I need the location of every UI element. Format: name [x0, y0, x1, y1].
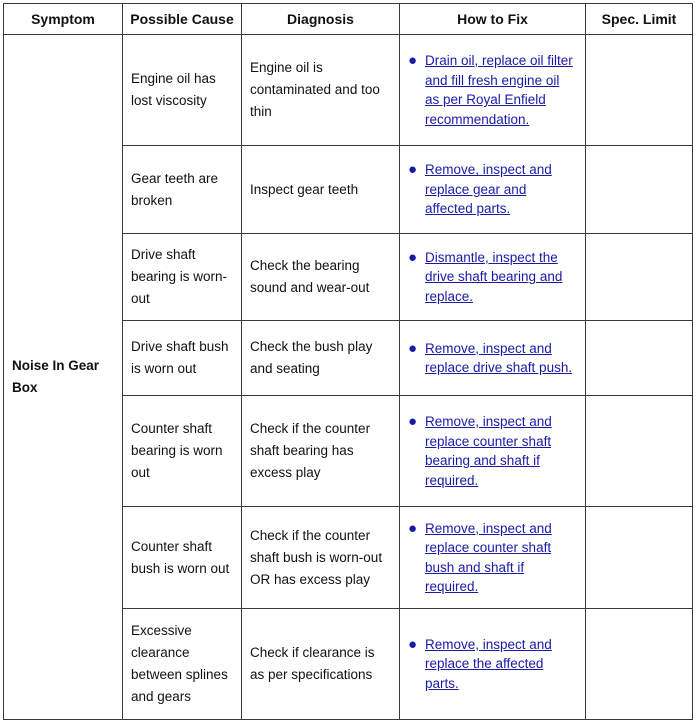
- fix-cell: [400, 609, 586, 720]
- fix-link[interactable]: Remove, inspect and replace gear and affected parts.: [425, 162, 552, 217]
- header-possible-cause: Possible Cause: [123, 4, 242, 35]
- bullet-icon: ●: [408, 52, 418, 69]
- spec-limit-cell: [586, 35, 693, 146]
- fix-cell: [400, 234, 586, 321]
- header-row: [4, 4, 693, 35]
- diagnosis-cell: Check if the counter shaft bush is worn-out OR has excess play: [242, 507, 400, 609]
- cause-cell: Counter shaft bearing is worn out: [123, 396, 242, 507]
- table-row: [4, 35, 693, 146]
- header-diagnosis: Diagnosis: [242, 4, 400, 35]
- spec-limit-cell: [586, 321, 693, 396]
- fix-link[interactable]: Drain oil, replace oil filter and fill fresh engine oil as per Royal Enfield recommendation.: [425, 53, 573, 127]
- cause-cell: Drive shaft bearing is worn-out: [123, 234, 242, 321]
- spec-limit-cell: [586, 146, 693, 234]
- cause-cell: Drive shaft bush is worn out: [123, 321, 242, 396]
- diagnosis-cell: Inspect gear teeth: [242, 146, 400, 234]
- fix-link[interactable]: Remove, inspect and replace counter shaft bearing and shaft if required.: [425, 414, 552, 488]
- fix-link[interactable]: Remove, inspect and replace the affected parts.: [425, 636, 552, 691]
- fix-link[interactable]: Dismantle, inspect the drive shaft bearing and replace.: [425, 249, 563, 304]
- bullet-icon: ●: [408, 413, 418, 430]
- spec-limit-cell: [586, 609, 693, 720]
- troubleshooting-table: [3, 3, 693, 720]
- bullet-icon: ●: [408, 339, 418, 357]
- cause-cell: Engine oil has lost viscosity: [123, 35, 242, 146]
- fix-cell: [400, 396, 586, 507]
- cause-cell: Gear teeth are broken: [123, 146, 242, 234]
- fix-cell: [400, 35, 586, 146]
- fix-cell: [400, 321, 586, 396]
- diagnosis-cell: Check if clearance is as per specifications: [242, 609, 400, 720]
- fix-cell: [400, 507, 586, 609]
- header-symptom: Symptom: [4, 4, 123, 35]
- header-how-to-fix: How to Fix: [400, 4, 586, 35]
- spec-limit-cell: [586, 507, 693, 609]
- cause-cell: Counter shaft bush is worn out: [123, 507, 242, 609]
- bullet-icon: ●: [408, 635, 418, 653]
- spec-limit-cell: [586, 396, 693, 507]
- diagnosis-cell: Engine oil is contaminated and too thin: [242, 35, 400, 146]
- fix-cell: [400, 146, 586, 234]
- bullet-icon: ●: [408, 519, 418, 537]
- cause-cell: Excessive clearance between splines and gears: [123, 609, 242, 720]
- diagnosis-cell: Check if the counter shaft bearing has excess play: [242, 396, 400, 507]
- symptom-cell: Noise In Gear Box: [4, 35, 123, 720]
- fix-link[interactable]: Remove, inspect and replace counter shaft bush and shaft if required.: [425, 520, 552, 594]
- bullet-icon: ●: [408, 248, 418, 266]
- spec-limit-cell: [586, 234, 693, 321]
- fix-link[interactable]: Remove, inspect and replace drive shaft push.: [425, 340, 573, 375]
- bullet-icon: ●: [408, 161, 418, 179]
- diagnosis-cell: Check the bearing sound and wear-out: [242, 234, 400, 321]
- header-spec-limit: Spec. Limit: [586, 4, 693, 35]
- diagnosis-cell: Check the bush play and seating: [242, 321, 400, 396]
